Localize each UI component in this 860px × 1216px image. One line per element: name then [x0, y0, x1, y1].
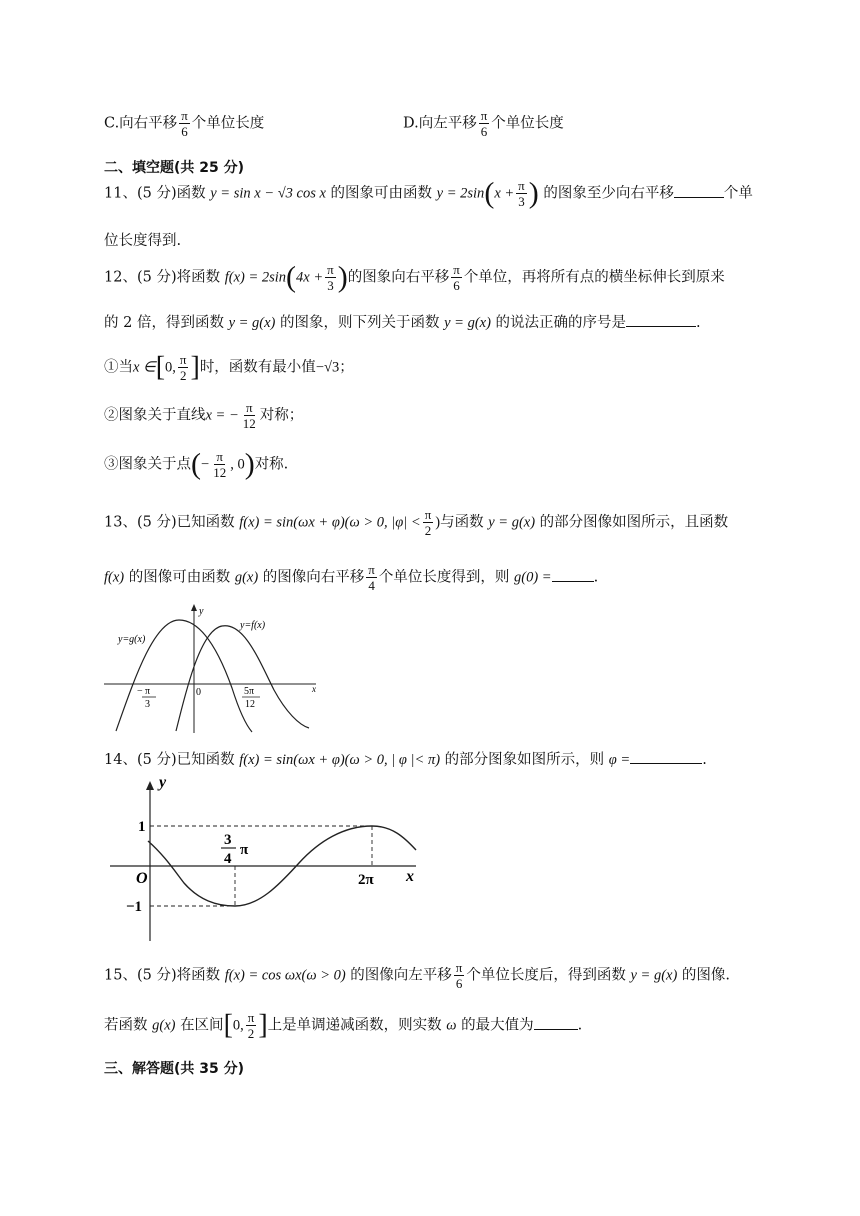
q15-line2-expr: g(x) — [152, 1017, 176, 1034]
q15-expr2: y = g(x) — [630, 967, 678, 984]
answer-blank[interactable] — [534, 1017, 578, 1030]
right-bracket: ] — [190, 351, 200, 383]
q15-tail: 个单位长度后，得到函数 — [466, 967, 626, 984]
numerator: π — [179, 352, 187, 367]
option-c-text: C.向右平移 — [104, 115, 178, 132]
q13-line2-b: 的图像向右平移 — [262, 569, 365, 586]
fraction — [211, 449, 228, 480]
option-d-text: D.向左平移 — [403, 115, 477, 132]
numerator: π — [181, 108, 188, 123]
q15-omega: ω — [446, 1017, 457, 1034]
q11-lead: 11、(5 分)函数 — [104, 185, 206, 202]
denominator: 6 — [455, 976, 463, 991]
figure-13-graph — [104, 600, 334, 735]
left-bracket: [ — [155, 351, 166, 383]
q15-expr: f(x) = cos ωx(ω > 0) — [224, 967, 346, 984]
tick-left-den: 3 — [145, 699, 150, 710]
fraction — [423, 507, 434, 538]
denominator: 3 — [518, 194, 525, 209]
q13-expr-end: ) — [435, 514, 441, 531]
question-12 — [104, 262, 725, 293]
denominator: 2 — [179, 368, 187, 383]
tick-left-sign: − — [137, 686, 143, 697]
q12-line2-a: 的 2 倍，得到函数 — [104, 315, 224, 331]
question-12-line2 — [104, 311, 701, 332]
question-15 — [104, 960, 730, 991]
q14-lead: 14、(5 分)已知函数 — [104, 752, 235, 768]
q12-mid: 的图象向右平移 — [347, 269, 450, 286]
label-origin: 0 — [196, 687, 201, 698]
q15-line2-b: 在区间 — [180, 1017, 224, 1034]
answer-blank[interactable] — [552, 569, 594, 582]
tick-min-num: 3 — [224, 832, 232, 848]
fraction — [246, 1010, 257, 1041]
item-1-label: ①当 — [104, 359, 133, 376]
y-axis-arrow — [191, 604, 197, 611]
q11-tail: 的图象至少向右平移 — [543, 185, 674, 202]
q11-expr2: y = 2sin — [436, 185, 485, 202]
section-2-title: 二、填空题(共 25 分) — [104, 160, 245, 176]
q12-line2-c: 的说法正确的序号是 — [495, 315, 627, 331]
numerator: π — [455, 960, 463, 975]
fraction — [479, 108, 490, 139]
fraction — [454, 960, 465, 991]
q15-lead: 15、(5 分)将函数 — [104, 967, 221, 984]
fraction — [178, 352, 189, 383]
q12-expr: f(x) = 2sin — [224, 269, 287, 286]
denominator: 6 — [480, 124, 488, 139]
q13-tail: 的部分图像如图所示，且函数 — [539, 514, 729, 531]
numerator: π — [216, 449, 223, 464]
item-3-text: 对称. — [254, 456, 289, 473]
left-paren: ( — [286, 260, 297, 294]
numerator: π — [518, 178, 525, 193]
tick-max: 2π — [358, 872, 374, 888]
q11-tail2: 个单 — [723, 185, 753, 202]
q12-line2-b: 的图象，则下列关于函数 — [280, 315, 440, 331]
denominator: 6 — [181, 124, 188, 139]
q13-line2-end: . — [593, 569, 599, 586]
q15-line2-a: 若函数 — [104, 1017, 148, 1034]
figure-14-graph — [104, 775, 424, 945]
answer-blank[interactable] — [626, 314, 696, 327]
denominator: 2 — [424, 523, 432, 538]
question-14 — [104, 748, 707, 769]
q13-lead: 13、(5 分)已知函数 — [104, 514, 235, 531]
q13-line2-expr: f(x) — [104, 569, 125, 586]
fraction — [366, 562, 377, 593]
q12-line2-expr: y = g(x) — [228, 315, 276, 331]
q13-expr2: y = g(x) — [488, 514, 536, 531]
q12-item-1 — [104, 352, 354, 383]
fraction — [516, 178, 527, 209]
q12-item-2 — [104, 400, 303, 431]
denominator: 2 — [247, 1026, 255, 1041]
item-1-value: −√3 — [315, 359, 340, 376]
tick-min-den: 4 — [224, 851, 232, 867]
fraction — [241, 400, 258, 431]
point-y: , 0 — [230, 456, 245, 473]
q11-expr2-inner: x + — [494, 185, 515, 202]
q13-line2-c: 个单位长度得到，则 — [378, 569, 510, 586]
question-11-line2: 位长度得到. — [104, 233, 182, 249]
interval-start: 0, — [165, 359, 176, 376]
denominator: 12 — [213, 465, 227, 480]
question-15-line2 — [104, 1010, 582, 1041]
option-c — [104, 108, 264, 139]
question-13-line2 — [104, 562, 598, 593]
label-y: y — [199, 606, 204, 617]
item-1-text: 时，函数有最小值 — [199, 359, 316, 376]
denominator: 12 — [242, 416, 256, 431]
q15-line2-c: 上是单调递减函数，则实数 — [267, 1017, 442, 1034]
section-3-title: 三、解答题(共 35 分) — [104, 1061, 245, 1077]
tick-min-pi: π — [240, 842, 249, 858]
label-origin: O — [136, 870, 148, 887]
fraction — [325, 262, 336, 293]
label-y: y — [159, 775, 167, 791]
q15-tail2: 的图像. — [681, 967, 731, 984]
q14-mid: 的部分图象如图所示，则 — [444, 752, 605, 768]
label-x: x — [406, 868, 414, 885]
numerator: π — [453, 262, 460, 277]
denominator: 4 — [368, 578, 375, 593]
q13-line2-a: 的图像可由函数 — [128, 569, 231, 586]
right-paren: ) — [337, 260, 348, 294]
right-paren: ) — [244, 447, 255, 481]
q12-expr-inner: 4x + — [296, 269, 324, 286]
numerator: π — [424, 507, 432, 522]
q14-expr: f(x) = sin(ωx + φ)(ω > 0, | φ |< π) — [239, 752, 441, 768]
question-13 — [104, 507, 728, 538]
q13-line2-expr2: g(x) — [234, 569, 259, 586]
y-axis-arrow — [146, 781, 154, 790]
label-x: x — [312, 684, 316, 694]
numerator: π — [247, 1010, 255, 1025]
option-c-suffix: 个单位长度 — [191, 115, 265, 132]
item-2-text: 对称； — [259, 407, 304, 424]
tick-one: 1 — [138, 819, 146, 835]
label-g: y=g(x) — [118, 634, 146, 645]
answer-blank[interactable] — [630, 751, 702, 764]
numerator: π — [245, 400, 253, 415]
right-bracket: ] — [258, 1009, 268, 1041]
q14-end: . — [702, 752, 707, 768]
q12-tail: 个单位，再将所有点的横坐标伸长到原来 — [463, 269, 725, 286]
q15-line2-end: . — [577, 1017, 583, 1034]
left-paren: ( — [191, 447, 201, 481]
interval-start: 0, — [232, 1017, 244, 1034]
item-1-expr: x ∈ — [133, 359, 156, 376]
q13-expr: f(x) = sin(ωx + φ)(ω > 0, |φ| < — [239, 514, 421, 531]
q11-mid: 的图象可由函数 — [330, 185, 433, 202]
q13-line2-expr3: g(0) = — [513, 569, 552, 586]
tick-right-den: 12 — [245, 699, 255, 710]
denominator: 6 — [453, 278, 460, 293]
q15-line2-d: 的最大值为 — [461, 1017, 534, 1034]
q12-line2-expr2: y = g(x) — [444, 315, 491, 331]
question-11 — [104, 178, 753, 209]
label-f: y=f(x) — [240, 620, 266, 631]
q15-mid: 的图像向左平移 — [350, 967, 452, 984]
q12-item-3 — [104, 449, 288, 480]
item-3-label: ③图象关于点 — [104, 456, 191, 473]
option-d — [403, 108, 564, 139]
left-paren: ( — [484, 176, 495, 210]
minus-sign: − — [201, 456, 210, 473]
fraction — [451, 262, 462, 293]
q14-expr2: φ = — [608, 752, 631, 768]
q12-lead: 12、(5 分)将函数 — [104, 269, 221, 286]
right-paren: ) — [528, 176, 539, 210]
tick-left-num: π — [145, 686, 151, 697]
option-d-suffix: 个单位长度 — [491, 115, 564, 132]
numerator: π — [368, 562, 375, 577]
answer-blank[interactable] — [674, 185, 724, 198]
fraction — [179, 108, 190, 139]
numerator: π — [480, 108, 488, 123]
item-1-end: ； — [339, 359, 354, 376]
item-2-expr: x = − — [205, 407, 239, 424]
left-bracket: [ — [223, 1009, 233, 1041]
tick-neg-one: −1 — [126, 899, 143, 915]
item-2-label: ②图象关于直线 — [104, 407, 206, 424]
tick-right-num: 5π — [244, 686, 255, 697]
q11-expr1: y = sin x − √3 cos x — [210, 185, 326, 202]
q13-mid: 与函数 — [440, 514, 484, 531]
q12-line2-end: . — [696, 315, 701, 331]
denominator: 3 — [327, 278, 334, 293]
numerator: π — [327, 262, 334, 277]
